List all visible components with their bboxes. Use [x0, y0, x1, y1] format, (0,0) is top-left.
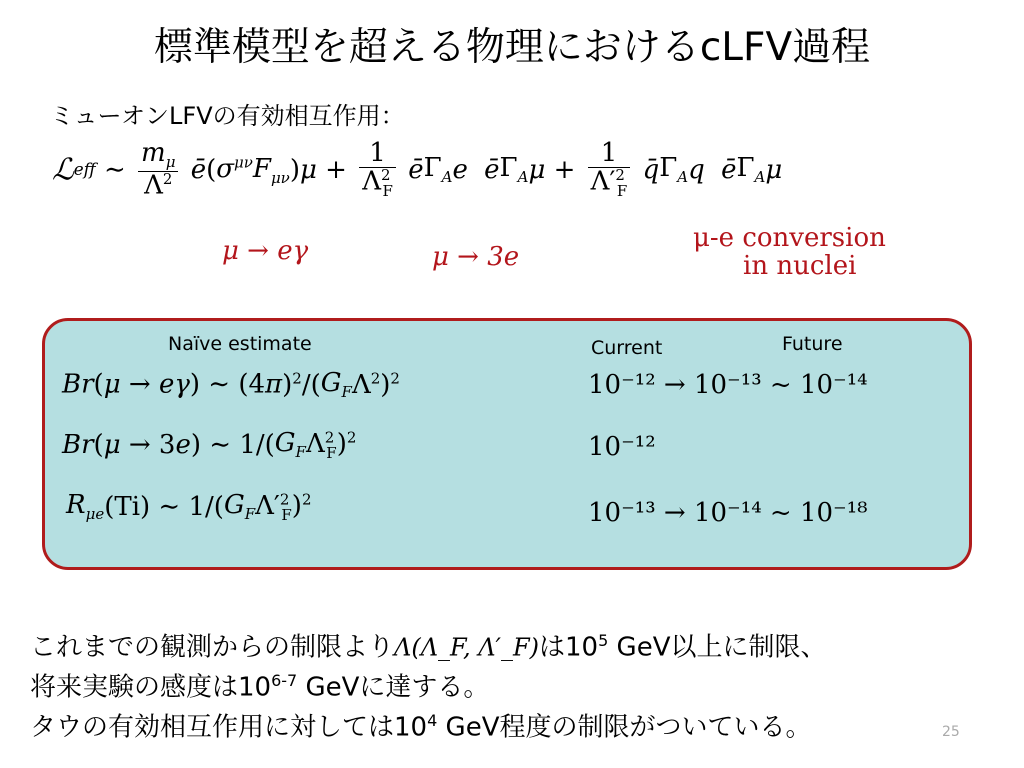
subtitle: ミューオンLFVの有効相互作用：	[50, 102, 405, 130]
bound-row-2	[588, 432, 656, 462]
line2-post: GeVに達する。	[297, 672, 490, 703]
current-bound-2: 10⁻¹²	[588, 432, 656, 462]
line3-pre: タウの有効相互作用に対しては10	[30, 712, 428, 743]
header-future: Future	[782, 333, 843, 355]
line1-suffix-post: GeV以上に制限、	[608, 632, 827, 663]
line2-pre: 将来実験の感度は10	[30, 672, 272, 703]
line1-exponent: 5	[598, 631, 609, 650]
future-bound-1: → 10⁻¹³ ~ 10⁻¹⁴	[663, 370, 868, 400]
lagrangian-formula: ℒeff ∼ $\frac{m_\mu}{\Lambda^2}$ $ē(\sigma^{\mu\nu}F_{\mu\nu})\mu$ + $\frac{1}{\Lambda^2_F}$ $ē\Gamma_Ae$ $ē\Gamma_A\mu$ + $\frac{1}{\Lambda'^2_F}$ $q̄\Gamma_Aq$ $ē\Gamma_A\mu$	[52, 138, 783, 201]
line3-exponent: 4	[427, 711, 438, 730]
estimate-row-mu-e-gamma: Br(μ → eγ) ∼ $(4\pi)^2/(G_F\Lambda^2)^2$	[62, 368, 400, 402]
future-bound-3: → 10⁻¹⁴ ~ 10⁻¹⁸	[663, 498, 868, 528]
conversion-line-1: μ-e conversion	[693, 223, 886, 253]
line1-math: Λ(Λ_F, Λ′_F)	[394, 633, 540, 662]
line1-prefix: これまでの観測からの制限より	[30, 632, 395, 663]
bound-row-1	[588, 370, 868, 400]
estimate-row-mu-3e: Br(μ → 3e) ∼ $1/(G_F\Lambda^2_F)^2$	[62, 428, 357, 462]
process-mu-e-gamma: μ → eγ	[222, 236, 309, 266]
process-mu-3e: μ → 3e	[432, 242, 520, 272]
process-mu-e-conversion	[693, 224, 886, 280]
conclusion-line-2	[30, 664, 489, 705]
line3-post: GeV程度の制限がついている。	[437, 712, 812, 743]
page-number: 25	[942, 724, 960, 740]
conversion-line-2: in nuclei	[743, 251, 857, 281]
conclusion-line-3	[30, 704, 811, 745]
conclusion-line-1	[30, 624, 827, 665]
bound-row-3	[588, 498, 868, 528]
line1-suffix-pre: は10	[539, 632, 599, 663]
current-bound-1: 10⁻¹²	[588, 370, 656, 400]
estimate-row-mu-e-ti: $R_{\mu e}(Ti)$ ∼ $1/(G_F\Lambda'^2_F)^2$	[66, 490, 312, 524]
current-bound-3: 10⁻¹³	[588, 498, 656, 528]
header-current: Current	[591, 337, 663, 359]
header-naive-estimate: Naïve estimate	[168, 333, 312, 355]
slide-title: 標準模型を超える物理におけるcLFV過程	[153, 25, 871, 70]
line2-exponent: 6-7	[271, 671, 298, 690]
